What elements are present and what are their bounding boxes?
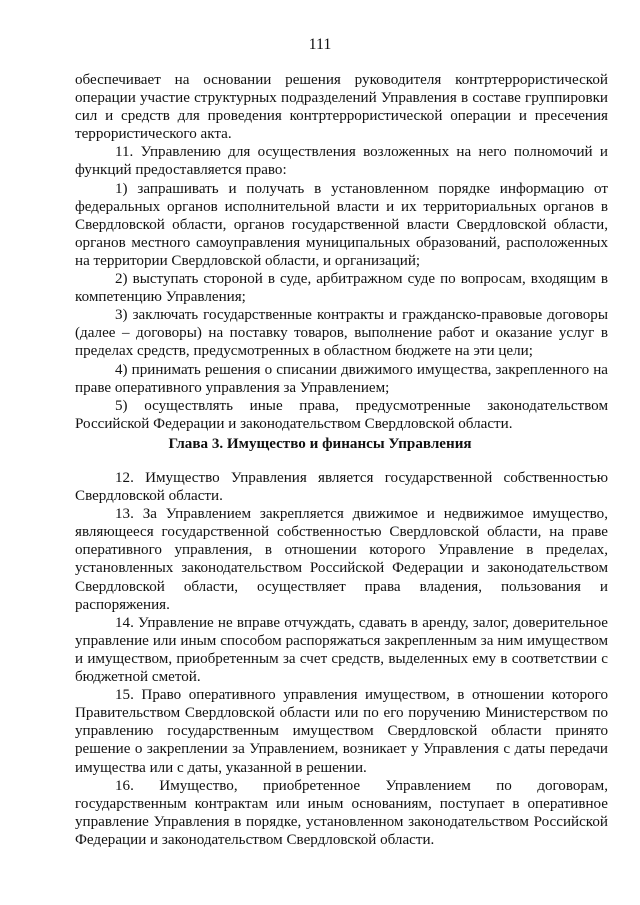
- paragraph-12: 12. Имущество Управления является государственной собственностью Свердловской области.: [75, 470, 608, 505]
- paragraph-11-item-3: 3) заключать государственные контракты и гражданско-правовые договоры (далее – договоры) на поставку товаров, выполнение работ и оказание услуг в пределах средств, предусмотренных в областном бюджете на эти цели;: [75, 307, 608, 360]
- page-number: 111: [308, 36, 332, 53]
- paragraph-11: 11. Управлению для осуществления возложенных на него полномочий и функций предоставляется право:: [75, 144, 608, 179]
- paragraph-11-item-5: 5) осуществлять иные права, предусмотренные законодательством Российской Федерации и законодательством Свердловской области.: [75, 397, 608, 432]
- paragraph-11-item-2: 2) выступать стороной в суде, арбитражном суде по вопросам, входящим в компетенцию Управления;: [75, 271, 608, 306]
- paragraph-13: 13. За Управлением закрепляется движимое и недвижимое имущество, являющееся государственной собственностью Свердловской области, на праве оперативного управления, в отношении которого Управление в пределах, установленных законодательством Российской Федерации и законодательством Свердловской области, осуществляет права владения, пользования и распоряжения.: [75, 506, 608, 613]
- text-block-before-chapter: [75, 71, 608, 433]
- paragraph-11-item-1: 1) запрашивать и получать в установленном порядке информацию от федеральных органов исполнительной власти и их территориальных органов в Свердловской области, органов государственной власти Свердловской области, органов местного самоуправления муниципальных образований, расположенных на территории Свердловской области, и организаций;: [75, 180, 608, 269]
- chapter-title: Глава 3. Имущество и финансы Управления: [168, 436, 472, 452]
- paragraph-continuation: обеспечивает на основании решения руководителя контртеррористической операции участие структурных подразделений Управления в составе группировки сил и средств для проведения контртеррористической операции и пресечения террористического акта.: [75, 72, 608, 143]
- paragraph-16: 16. Имущество, приобретенное Управлением по договорам, государственным контрактам или иным основаниям, поступает в оперативное управление Управления в порядке, установленном законодательством Российской Федерации и законодательством Свердловской области.: [75, 777, 608, 848]
- paragraph-14: 14. Управление не вправе отчуждать, сдавать в аренду, залог, доверительное управление или иным способом распоряжаться закрепленным за ним имуществом и имуществом, приобретенным за счет средств, выделенных ему в соответствии с бюджетной сметой.: [75, 614, 608, 686]
- paragraph-11-item-4: 4) принимать решения о списании движимого имущества, закрепленного на праве оперативного управления за Управлением;: [75, 361, 608, 396]
- paragraph-15: 15. Право оперативного управления имуществом, в отношении которого Правительством Свердловской области или по его поручению Министерством по управлению государственным имуществом Свердловской области принято решение о закреплении за Управлением, возникает у Управления с даты передачи имущества или с даты, указанной в решении.: [75, 687, 608, 776]
- text-block-after-chapter: [75, 469, 608, 849]
